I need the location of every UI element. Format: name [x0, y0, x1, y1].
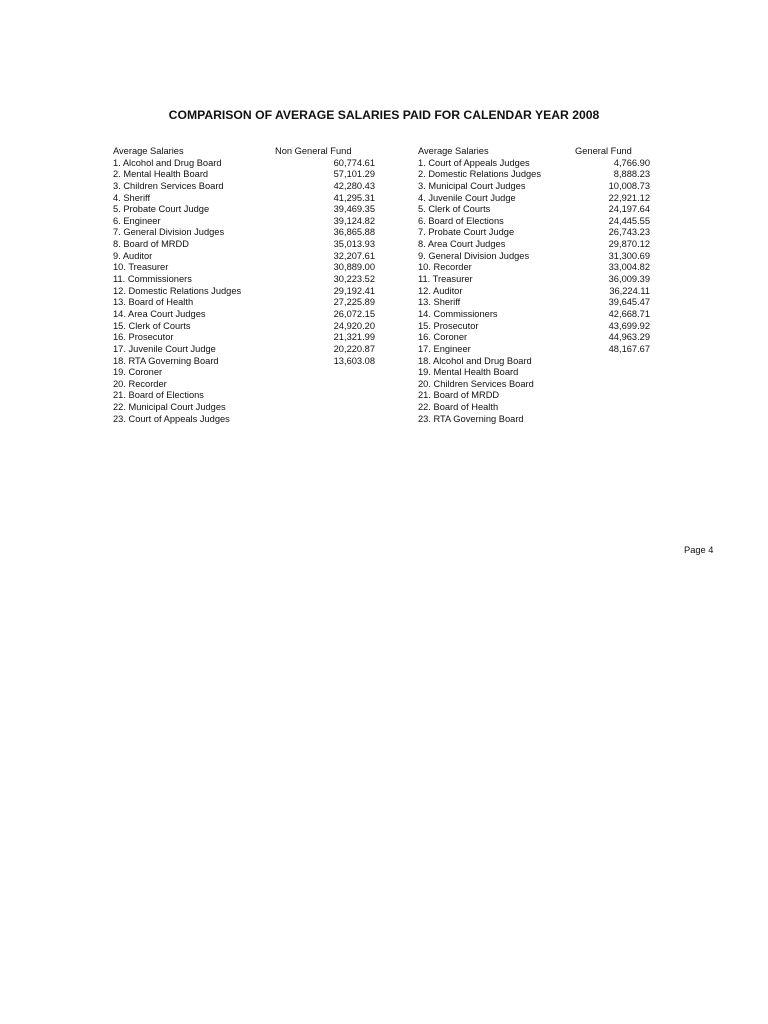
row-label: 15. Prosecutor — [418, 320, 479, 331]
row-label: 4. Juvenile Court Judge — [418, 192, 516, 203]
table-row — [418, 227, 650, 239]
row-label: 1. Alcohol and Drug Board — [113, 157, 222, 168]
row-label: 3. Children Services Board — [113, 180, 224, 191]
row-value: 22,921.12 — [608, 192, 650, 203]
row-value: 8,888.23 — [613, 169, 650, 180]
row-label: 2. Mental Health Board — [113, 169, 209, 180]
table-row — [113, 332, 375, 344]
table-row — [418, 321, 650, 333]
row-label: 16. Prosecutor — [113, 332, 174, 343]
row-label: 15. Clerk of Courts — [113, 320, 191, 331]
table-body — [113, 158, 375, 426]
table-row — [418, 239, 650, 251]
table-row — [418, 251, 650, 263]
table-row — [418, 216, 650, 228]
table-row — [418, 402, 650, 414]
row-label: 6. Board of Elections — [418, 215, 504, 226]
table-row — [113, 390, 375, 402]
row-value: 29,192.41 — [333, 285, 375, 296]
table-row — [418, 204, 650, 216]
row-label: 14. Area Court Judges — [113, 308, 206, 319]
row-label: 11. Treasurer — [418, 274, 473, 285]
row-label: 10. Recorder — [418, 262, 472, 273]
table-row — [418, 158, 650, 170]
table-row — [113, 181, 375, 193]
row-label: 21. Board of MRDD — [418, 390, 500, 401]
row-value: 26,072.15 — [333, 308, 375, 319]
table-header — [418, 146, 650, 158]
row-label: 19. Mental Health Board — [418, 367, 519, 378]
table-row — [113, 169, 375, 181]
row-value: 10,008.73 — [608, 180, 650, 191]
row-label: 14. Commissioners — [418, 308, 498, 319]
table-row — [113, 309, 375, 321]
row-value: 43,699.92 — [608, 320, 650, 331]
table-row — [418, 274, 650, 286]
row-value: 21,321.99 — [333, 332, 375, 343]
row-value: 4,766.90 — [613, 157, 650, 168]
table-row — [418, 297, 650, 309]
row-value: 29,870.12 — [608, 239, 650, 250]
table-row — [418, 193, 650, 205]
row-value: 42,668.71 — [608, 308, 650, 319]
row-value: 57,101.29 — [333, 169, 375, 180]
table-row — [418, 262, 650, 274]
table-row — [113, 321, 375, 333]
row-value: 36,224.11 — [609, 285, 650, 296]
row-value: 30,223.52 — [333, 274, 375, 285]
row-value: 20,220.87 — [333, 343, 375, 354]
row-value: 27,225.89 — [333, 297, 375, 308]
table-row — [418, 367, 650, 379]
row-label: 17. Engineer — [418, 343, 471, 354]
row-value: 39,645.47 — [608, 297, 650, 308]
table-row — [113, 274, 375, 286]
row-value: 39,469.35 — [333, 204, 375, 215]
row-value: 39,124.82 — [333, 215, 375, 226]
row-value: 30,889.00 — [333, 262, 375, 273]
table-row — [113, 367, 375, 379]
column-header-fund: General Fund — [575, 146, 632, 156]
table-row — [418, 344, 650, 356]
row-value: 36,009.39 — [608, 274, 650, 285]
row-label: 2. Domestic Relations Judges — [418, 169, 541, 180]
row-label: 11. Commissioners — [113, 274, 192, 285]
row-label: 23. Court of Appeals Judges — [113, 413, 230, 424]
table-row — [113, 344, 375, 356]
row-label: 18. RTA Governing Board — [113, 355, 219, 366]
row-label: 13. Board of Health — [113, 297, 194, 308]
column-header-fund: Non General Fund — [275, 146, 352, 156]
row-label: 13. Sheriff — [418, 297, 461, 308]
row-value: 24,197.64 — [608, 204, 650, 215]
row-label: 19. Coroner — [113, 367, 163, 378]
row-label: 12. Domestic Relations Judges — [113, 285, 242, 296]
row-label: 16. Coroner — [418, 332, 468, 343]
row-value: 42,280.43 — [333, 180, 375, 191]
row-label: 7. General Division Judges — [113, 227, 225, 238]
table-row — [418, 169, 650, 181]
row-label: 18. Alcohol and Drug Board — [418, 355, 532, 366]
table-row — [418, 414, 650, 426]
table-row — [113, 158, 375, 170]
row-label: 5. Clerk of Courts — [418, 204, 491, 215]
row-value: 60,774.61 — [333, 157, 375, 168]
row-value: 26,743.23 — [608, 227, 650, 238]
row-value: 35,013.93 — [333, 239, 375, 250]
row-label: 20. Children Services Board — [418, 378, 534, 389]
table-row — [418, 379, 650, 391]
row-value: 41,295.31 — [333, 192, 375, 203]
page-number: Page 4 — [684, 545, 714, 555]
row-label: 9. General Division Judges — [418, 250, 530, 261]
table-row — [113, 379, 375, 391]
general-fund-table — [418, 146, 650, 425]
row-label: 6. Engineer — [113, 215, 161, 226]
table-row — [418, 286, 650, 298]
column-header-label: Average Salaries — [418, 146, 489, 156]
table-row — [113, 216, 375, 228]
row-value: 32,207.61 — [333, 250, 375, 261]
row-value: 48,167.67 — [608, 343, 650, 354]
row-label: 23. RTA Governing Board — [418, 413, 524, 424]
row-label: 5. Probate Court Judge — [113, 204, 210, 215]
row-label: 7. Probate Court Judge — [418, 227, 515, 238]
row-label: 12. Auditor — [418, 285, 463, 296]
table-row — [113, 402, 375, 414]
row-value: 24,445.55 — [608, 215, 650, 226]
column-header-label: Average Salaries — [113, 146, 184, 156]
table-row — [113, 204, 375, 216]
table-row — [113, 356, 375, 368]
row-label: 1. Court of Appeals Judges — [418, 157, 530, 168]
row-label: 22. Board of Health — [418, 402, 499, 413]
table-row — [113, 193, 375, 205]
table-row — [418, 332, 650, 344]
row-value: 44,963.29 — [608, 332, 650, 343]
table-body — [418, 158, 650, 426]
row-label: 3. Municipal Court Judges — [418, 180, 526, 191]
table-row — [113, 239, 375, 251]
table-row — [113, 297, 375, 309]
row-label: 8. Board of MRDD — [113, 239, 189, 250]
row-value: 33,004.82 — [608, 262, 650, 273]
table-row — [113, 227, 375, 239]
table-row — [418, 181, 650, 193]
page-title: COMPARISON OF AVERAGE SALARIES PAID FOR CALENDAR YEAR 2008 — [168, 108, 600, 122]
table-row — [113, 414, 375, 426]
row-label: 9. Auditor — [113, 250, 153, 261]
row-label: 21. Board of Elections — [113, 390, 204, 401]
row-value: 13,603.08 — [333, 355, 375, 366]
row-label: 4. Sheriff — [113, 192, 151, 203]
row-value: 36,865.88 — [333, 227, 375, 238]
table-row — [418, 390, 650, 402]
non-general-fund-table — [113, 146, 375, 425]
table-row — [113, 251, 375, 263]
row-label: 22. Municipal Court Judges — [113, 402, 226, 413]
table-row — [113, 286, 375, 298]
table-row — [418, 309, 650, 321]
row-label: 10. Treasurer — [113, 262, 169, 273]
row-label: 8. Area Court Judges — [418, 239, 506, 250]
row-label: 17. Juvenile Court Judge — [113, 343, 216, 354]
table-row — [113, 262, 375, 274]
row-label: 20. Recorder — [113, 378, 167, 389]
table-row — [418, 356, 650, 368]
row-value: 24,920.20 — [333, 320, 375, 331]
table-header — [113, 146, 375, 158]
row-value: 31,300.69 — [608, 250, 650, 261]
